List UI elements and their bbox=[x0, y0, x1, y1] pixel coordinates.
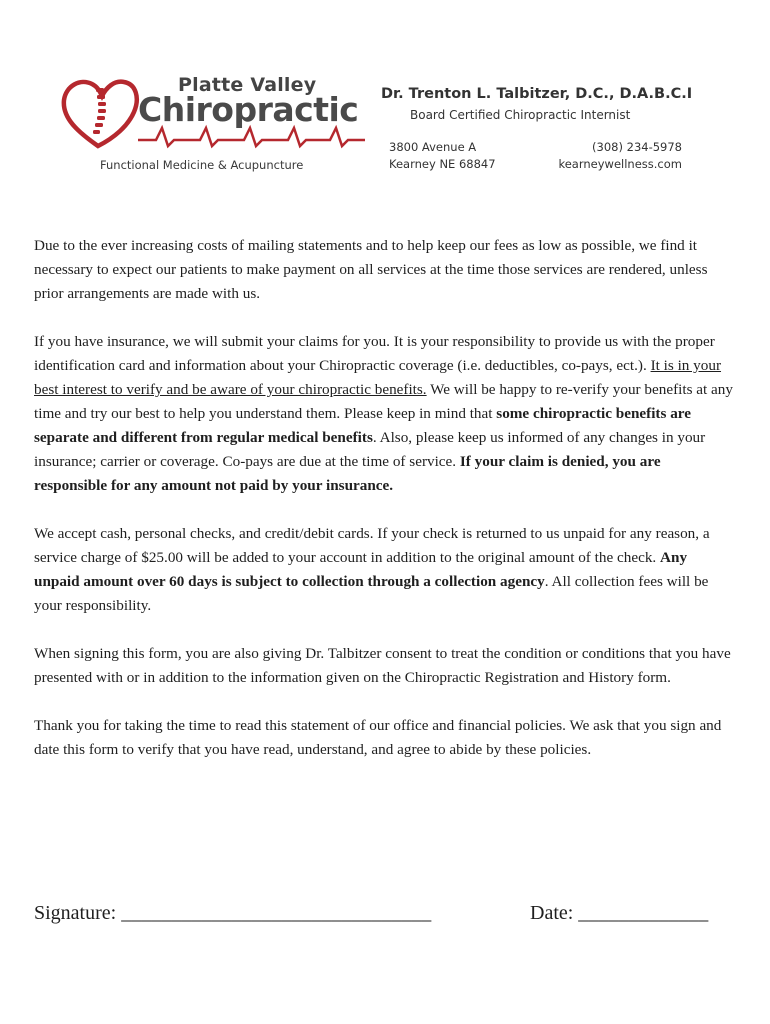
payment-text: Due to the ever increasing costs of mailing statements and to help keep our fees as low as possible, we find it necessary to expect our patients to make payment on all services at the time those services are rendered, unless prior arrangements are made with us. bbox=[34, 237, 708, 302]
consent-text: When signing this form, you are also giving Dr. Talbitzer consent to treat the condition or conditions that you have presented with or in addition to the information given on the Chiropractic Registration and History form. bbox=[34, 645, 731, 686]
insurance-bold-1: some chiropractic benefits are separate and different from regular medical benefits bbox=[34, 405, 691, 446]
thank-you-paragraph bbox=[34, 714, 734, 762]
office-contact bbox=[548, 139, 682, 173]
brand-tagline: Functional Medicine & Acupuncture bbox=[100, 158, 304, 172]
insurance-underlined: It is in your best interest to verify and be aware of your chiropractic benefits. bbox=[34, 357, 722, 398]
address-line2: Kearney NE 68847 bbox=[389, 157, 496, 171]
payment-methods-bold: Any unpaid amount over 60 days is subject to collection through a collection agency bbox=[34, 549, 688, 590]
insurance-text-2: We will be happy to re-verify your benefits at any time and try our best to help you understand them. Please keep in mind that bbox=[34, 381, 733, 422]
payment-methods-paragraph bbox=[34, 522, 734, 618]
insurance-text-1: If you have insurance, we will submit your claims for you. It is your responsibility to provide us with the proper identification card and information about your Chiropractic coverage (i.e. deductibles, co-pays, ect.). bbox=[34, 333, 715, 374]
consent-paragraph bbox=[34, 642, 734, 690]
thank-you-text: Thank you for taking the time to read this statement of our office and financial policies. We ask that you sign and date this form to verify that you have read, understand, and agree to abide by these policies. bbox=[34, 717, 722, 758]
brand-name-line1: Platte Valley bbox=[178, 74, 317, 96]
insurance-paragraph bbox=[34, 330, 734, 498]
letterhead bbox=[0, 0, 770, 200]
phone-number: (308) 234-5978 bbox=[592, 140, 682, 154]
brand-name-line2: Chiropractic bbox=[138, 90, 359, 129]
practice-logo bbox=[60, 74, 370, 184]
insurance-bold-2: If your claim is denied, you are responsible for any amount not paid by your insurance. bbox=[34, 453, 661, 494]
date-field[interactable]: Date: _____________ bbox=[530, 902, 709, 924]
website: kearneywellness.com bbox=[558, 157, 682, 171]
doctor-certification: Board Certified Chiropractic Internist bbox=[410, 108, 631, 122]
insurance-text-3: . Also, please keep us informed of any changes in your insurance; carrier or coverage. Co-pays are due at the time of service. bbox=[34, 429, 706, 470]
payment-methods-text-1: We accept cash, personal checks, and credit/debit cards. If your check is returned to us unpaid for any reason, a service charge of $25.00 will be added to your account in addition to the original amount of the check. bbox=[34, 525, 710, 566]
signature-field[interactable]: Signature: _______________________________ bbox=[34, 902, 432, 924]
address-line1: 3800 Avenue A bbox=[389, 140, 477, 154]
payment-methods-text-2: . All collection fees will be your responsibility. bbox=[34, 573, 709, 614]
policy-body bbox=[34, 234, 734, 786]
office-address bbox=[389, 139, 496, 173]
doctor-name: Dr. Trenton L. Talbitzer, D.C., D.A.B.C.I bbox=[381, 86, 693, 102]
payment-paragraph bbox=[34, 234, 734, 306]
